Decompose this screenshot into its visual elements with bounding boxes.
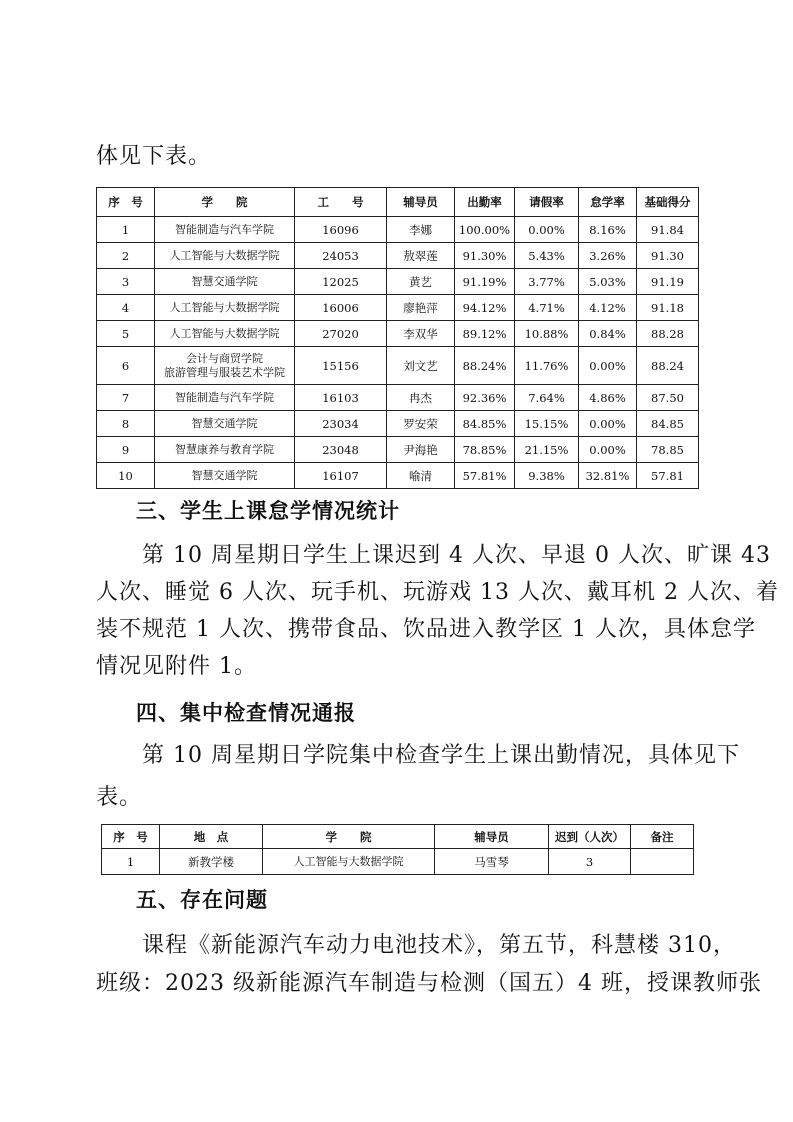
table1-cell-line: 旅游管理与服装艺术学院	[164, 365, 285, 379]
table1-cell: 91.19	[637, 269, 699, 295]
table1-cell: 57.81%	[455, 463, 515, 489]
table1-cell: 78.85	[637, 437, 699, 463]
table1-header-cell: 序 号	[97, 188, 155, 217]
table1-cell: 84.85	[637, 411, 699, 437]
table1-cell: 4.71%	[515, 295, 579, 321]
table1-cell: 15156	[295, 347, 387, 385]
table1-cell: 人工智能与大数据学院	[155, 243, 295, 269]
table1-cell: 89.12%	[455, 321, 515, 347]
table1-header-cell: 出勤率	[455, 188, 515, 217]
table1-cell: 李双华	[387, 321, 455, 347]
section4-line-1: 第 10 周星期日学院集中检查学生上课出勤情况，具体见下	[142, 743, 740, 768]
table1-cell: 黄艺	[387, 269, 455, 295]
table1-cell: 16096	[295, 217, 387, 243]
table1-row	[97, 269, 699, 295]
table1-cell: 人工智能与大数据学院	[155, 321, 295, 347]
table2-cell	[631, 849, 694, 875]
table1-cell: 4	[97, 295, 155, 321]
table1-cell: 2	[97, 243, 155, 269]
table1-cell: 0.00%	[515, 217, 579, 243]
table1-cell: 8.16%	[579, 217, 637, 243]
table1-cell: 8	[97, 411, 155, 437]
table2-header-cell: 辅导员	[435, 825, 549, 849]
section3-line-3: 装不规范 1 人次、携带食品、饮品进入教学区 1 人次，具体怠学	[96, 617, 756, 642]
table1-cell: 7	[97, 385, 155, 411]
section4-heading: 四、集中检查情况通报	[136, 701, 356, 725]
table1-cell: 12025	[295, 269, 387, 295]
table1-cell: 24053	[295, 243, 387, 269]
table2-cell: 1	[102, 849, 160, 875]
table1-cell: 尹海艳	[387, 437, 455, 463]
table1-cell: 10.88%	[515, 321, 579, 347]
table1-cell: 7.64%	[515, 385, 579, 411]
table1-cell: 4.12%	[579, 295, 637, 321]
section4-line-2: 表。	[96, 785, 143, 810]
table2-header-cell: 备注	[631, 825, 694, 849]
section3-line-2: 人次、睡觉 6 人次、玩手机、玩游戏 13 人次、戴耳机 2 人次、着	[96, 580, 779, 605]
table1-cell: 91.19%	[455, 269, 515, 295]
table1-cell: 0.00%	[579, 411, 637, 437]
table1-row	[97, 385, 699, 411]
table1-cell: 智慧交通学院	[155, 269, 295, 295]
table1-cell: 智能制造与汽车学院	[155, 385, 295, 411]
table1-cell: 10	[97, 463, 155, 489]
table1-cell: 87.50	[637, 385, 699, 411]
table1-row	[97, 321, 699, 347]
section5-line-1: 课程《新能源汽车动力电池技术》，第五节，科慧楼 310，	[142, 933, 736, 958]
section5-heading: 五、存在问题	[136, 888, 268, 912]
table1-cell: 罗安荣	[387, 411, 455, 437]
table1-cell: 16006	[295, 295, 387, 321]
table1-cell: 3.77%	[515, 269, 579, 295]
table1-cell: 27020	[295, 321, 387, 347]
table1-cell: 32.81%	[579, 463, 637, 489]
table1-cell: 5.43%	[515, 243, 579, 269]
table1-row	[97, 295, 699, 321]
table1-cell: 喻清	[387, 463, 455, 489]
table1-cell: 92.36%	[455, 385, 515, 411]
section3-line-4: 情况见附件 1。	[96, 654, 257, 679]
table1-cell: 16107	[295, 463, 387, 489]
table1-cell: 李娜	[387, 217, 455, 243]
table1-cell: 91.84	[637, 217, 699, 243]
table1-cell: 88.24	[637, 347, 699, 385]
table1-cell: 78.85%	[455, 437, 515, 463]
table1-cell: 11.76%	[515, 347, 579, 385]
table1-cell: 4.86%	[579, 385, 637, 411]
table1-header-cell: 基础得分	[637, 188, 699, 217]
counselor-score-table	[96, 187, 699, 489]
table1-row	[97, 437, 699, 463]
table1-cell: 88.28	[637, 321, 699, 347]
table1-header-cell: 学 院	[155, 188, 295, 217]
table1-cell: 84.85%	[455, 411, 515, 437]
table1-cell: 23034	[295, 411, 387, 437]
table1-cell: 91.30%	[455, 243, 515, 269]
table1-header-cell: 工 号	[295, 188, 387, 217]
table1-row	[97, 347, 699, 385]
table1-header-cell: 辅导员	[387, 188, 455, 217]
table2-cell: 人工智能与大数据学院	[263, 849, 435, 875]
table1-cell: 0.00%	[579, 437, 637, 463]
table1-cell: 9.38%	[515, 463, 579, 489]
table1-row	[97, 463, 699, 489]
table1-cell: 0.84%	[579, 321, 637, 347]
table1-row	[97, 411, 699, 437]
table1-cell: 57.81	[637, 463, 699, 489]
table1-cell: 91.30	[637, 243, 699, 269]
table1-cell: 5	[97, 321, 155, 347]
table1-cell: 5.03%	[579, 269, 637, 295]
table1-row	[97, 217, 699, 243]
table1-cell-line: 会计与商贸学院	[186, 351, 263, 365]
table2-header-cell: 学 院	[263, 825, 435, 849]
table1-row	[97, 243, 699, 269]
table1-cell: 9	[97, 437, 155, 463]
table1-cell: 3.26%	[579, 243, 637, 269]
table2-header-cell: 地 点	[160, 825, 263, 849]
table1-cell: 88.24%	[455, 347, 515, 385]
table2-cell: 马雪琴	[435, 849, 549, 875]
table1-cell: 1	[97, 217, 155, 243]
table1-cell	[155, 347, 295, 385]
table1-cell: 智慧交通学院	[155, 463, 295, 489]
table1-cell: 15.15%	[515, 411, 579, 437]
table1-cell: 94.12%	[455, 295, 515, 321]
table1-header-row	[97, 188, 699, 217]
table2-row	[102, 849, 694, 875]
table1-cell: 6	[97, 347, 155, 385]
section3-line-1: 第 10 周星期日学生上课迟到 4 人次、早退 0 人次、旷课 43	[142, 543, 771, 568]
table1-cell: 廖艳萍	[387, 295, 455, 321]
table1-cell: 100.00%	[455, 217, 515, 243]
intro-tail-text: 体见下表。	[96, 144, 212, 169]
section3-heading: 三、学生上课怠学情况统计	[136, 499, 400, 523]
table1-cell: 21.15%	[515, 437, 579, 463]
table1-cell: 0.00%	[579, 347, 637, 385]
table2-header-cell: 迟到（人次）	[549, 825, 631, 849]
section5-line-2: 班级：2023 级新能源汽车制造与检测（国五）4 班，授课教师张	[96, 971, 762, 996]
table1-cell: 23048	[295, 437, 387, 463]
table1-cell: 智能制造与汽车学院	[155, 217, 295, 243]
table1-header-cell: 怠学率	[579, 188, 637, 217]
table1-header-cell: 请假率	[515, 188, 579, 217]
table2-cell: 3	[549, 849, 631, 875]
table1-cell: 3	[97, 269, 155, 295]
table1-cell: 智慧康养与教育学院	[155, 437, 295, 463]
table2-cell: 新教学楼	[160, 849, 263, 875]
table1-cell: 91.18	[637, 295, 699, 321]
table1-cell: 智慧交通学院	[155, 411, 295, 437]
table1-cell: 人工智能与大数据学院	[155, 295, 295, 321]
table2-header-cell: 序 号	[102, 825, 160, 849]
table1-cell: 16103	[295, 385, 387, 411]
inspection-table	[101, 824, 694, 875]
table1-cell: 冉杰	[387, 385, 455, 411]
table1-cell: 敖翠莲	[387, 243, 455, 269]
table1-cell: 刘文艺	[387, 347, 455, 385]
table2-header-row	[102, 825, 694, 849]
